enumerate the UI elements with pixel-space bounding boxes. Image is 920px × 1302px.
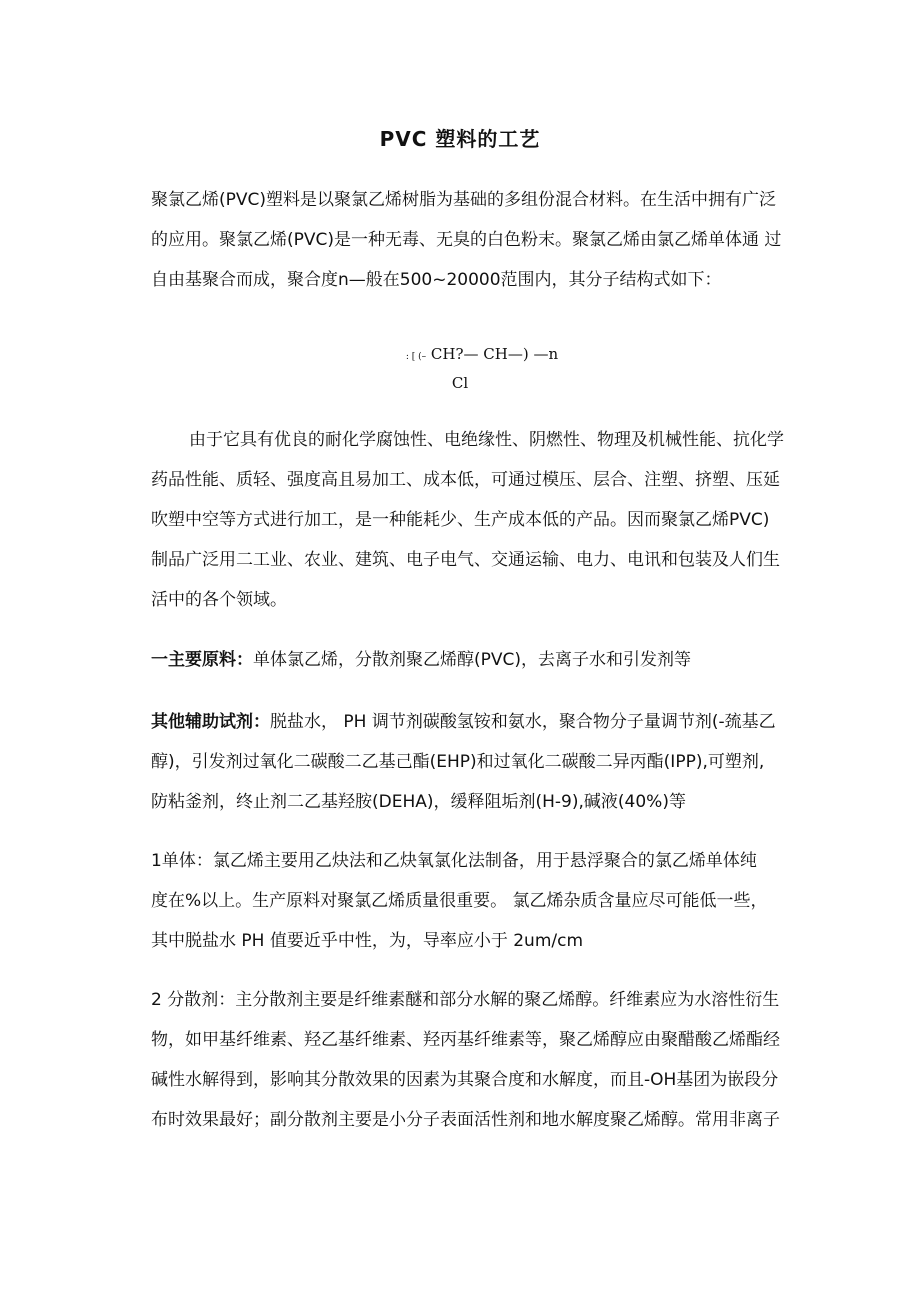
text-line: 制品广泛用二工业、农业、建筑、电子电气、交通运输、电力、电讯和包装及人们生 [151,550,780,570]
text-line: 的应用。聚氯乙烯(PVC)是一种无毒、无臭的白色粉末。聚氯乙烯由氯乙烯单体通 过 [151,230,782,250]
text-line: 活中的各个领域。 [151,590,287,610]
main-materials-paragraph [151,640,841,680]
text-line: 聚氯乙烯(PVC)塑料是以聚氯乙烯树脂为基础的多组份混合材料。在生活中拥有广泛 [151,190,777,210]
text-line [151,640,841,680]
text-line: 1单体：氯乙烯主要用乙炔法和乙炔氧氯化法制备，用于悬浮聚合的氯乙烯单体纯 [151,851,757,871]
main-materials-text: 单体氯乙烯，分散剂聚乙烯醇(PVC)，去离子水和引发剂等 [253,650,692,670]
formula-prefix: : [ (– [405,352,427,362]
text-line: 2 分散剂：主分散剂主要是纤维素醚和部分水解的聚乙烯醇。纤维素应为水溶性衍生 [151,990,780,1010]
text-line: 吹塑中空等方式进行加工，是一种能耗少、生产成本低的产品。因而聚氯乙烯PVC) [151,510,770,530]
text-line: 由于它具有优良的耐化学腐蚀性、电绝缘性、阴燃性、物理及机械性能、抗化学 [189,430,784,450]
text-line [151,702,841,742]
text-line: 物，如甲基纤维素、羟乙基纤维素、羟丙基纤维素等，聚乙烯醇应由聚醋酸乙烯酯经 [151,1030,780,1050]
structural-formula [0,340,920,371]
auxiliary-paragraph [151,702,841,822]
text-line: 布时效果最好；副分散剂主要是小分子表面活性剂和地水解度聚乙烯醇。常用非离子 [151,1110,780,1130]
properties-paragraph [151,420,841,620]
formula-chlorine: Cl [451,374,469,392]
document-title: PVC 塑料的工艺 [379,127,541,151]
main-materials-label: 一主要原料： [151,650,253,670]
auxiliary-label: 其他辅助试剂： [151,712,270,732]
text-line: 其中脱盐水 PH 值要近乎中性，为，导率应小于 2um/cm [151,931,584,951]
text-line: 碱性水解得到，影响其分散效果的因素为其聚合度和水解度，而且-OH基团为嵌段分 [151,1070,779,1090]
text-line: 自由基聚合而成，聚合度n—般在500~20000范围内，其分子结构式如下： [151,270,722,290]
dispersant-paragraph [151,980,841,1140]
text-line: 醇)，引发剂过氧化二碳酸二乙基己酯(EHP)和过氧化二碳酸二异丙酯(IPP),可塑剂, [151,752,765,772]
auxiliary-first-line: 脱盐水， PH 调节剂碳酸氢铵和氨水，聚合物分子量调节剂(-巯基乙 [270,712,776,732]
intro-paragraph [151,180,841,300]
formula-substituent [0,369,920,397]
text-line: 度在%以上。生产原料对聚氯乙烯质量很重要。 氯乙烯杂质含量应尽可能低一些， [151,891,768,911]
monomer-paragraph [151,841,841,961]
formula-main: CH?— CH—) —n [426,345,559,363]
text-line: 药品性能、质轻、强度高且易加工、成本低，可通过模压、层合、注塑、挤塑、压延 [151,470,780,490]
text-line: 防粘釜剂，终止剂二乙基羟胺(DEHA)，缓释阻垢剂(H-9),碱液(40%)等 [151,792,686,812]
